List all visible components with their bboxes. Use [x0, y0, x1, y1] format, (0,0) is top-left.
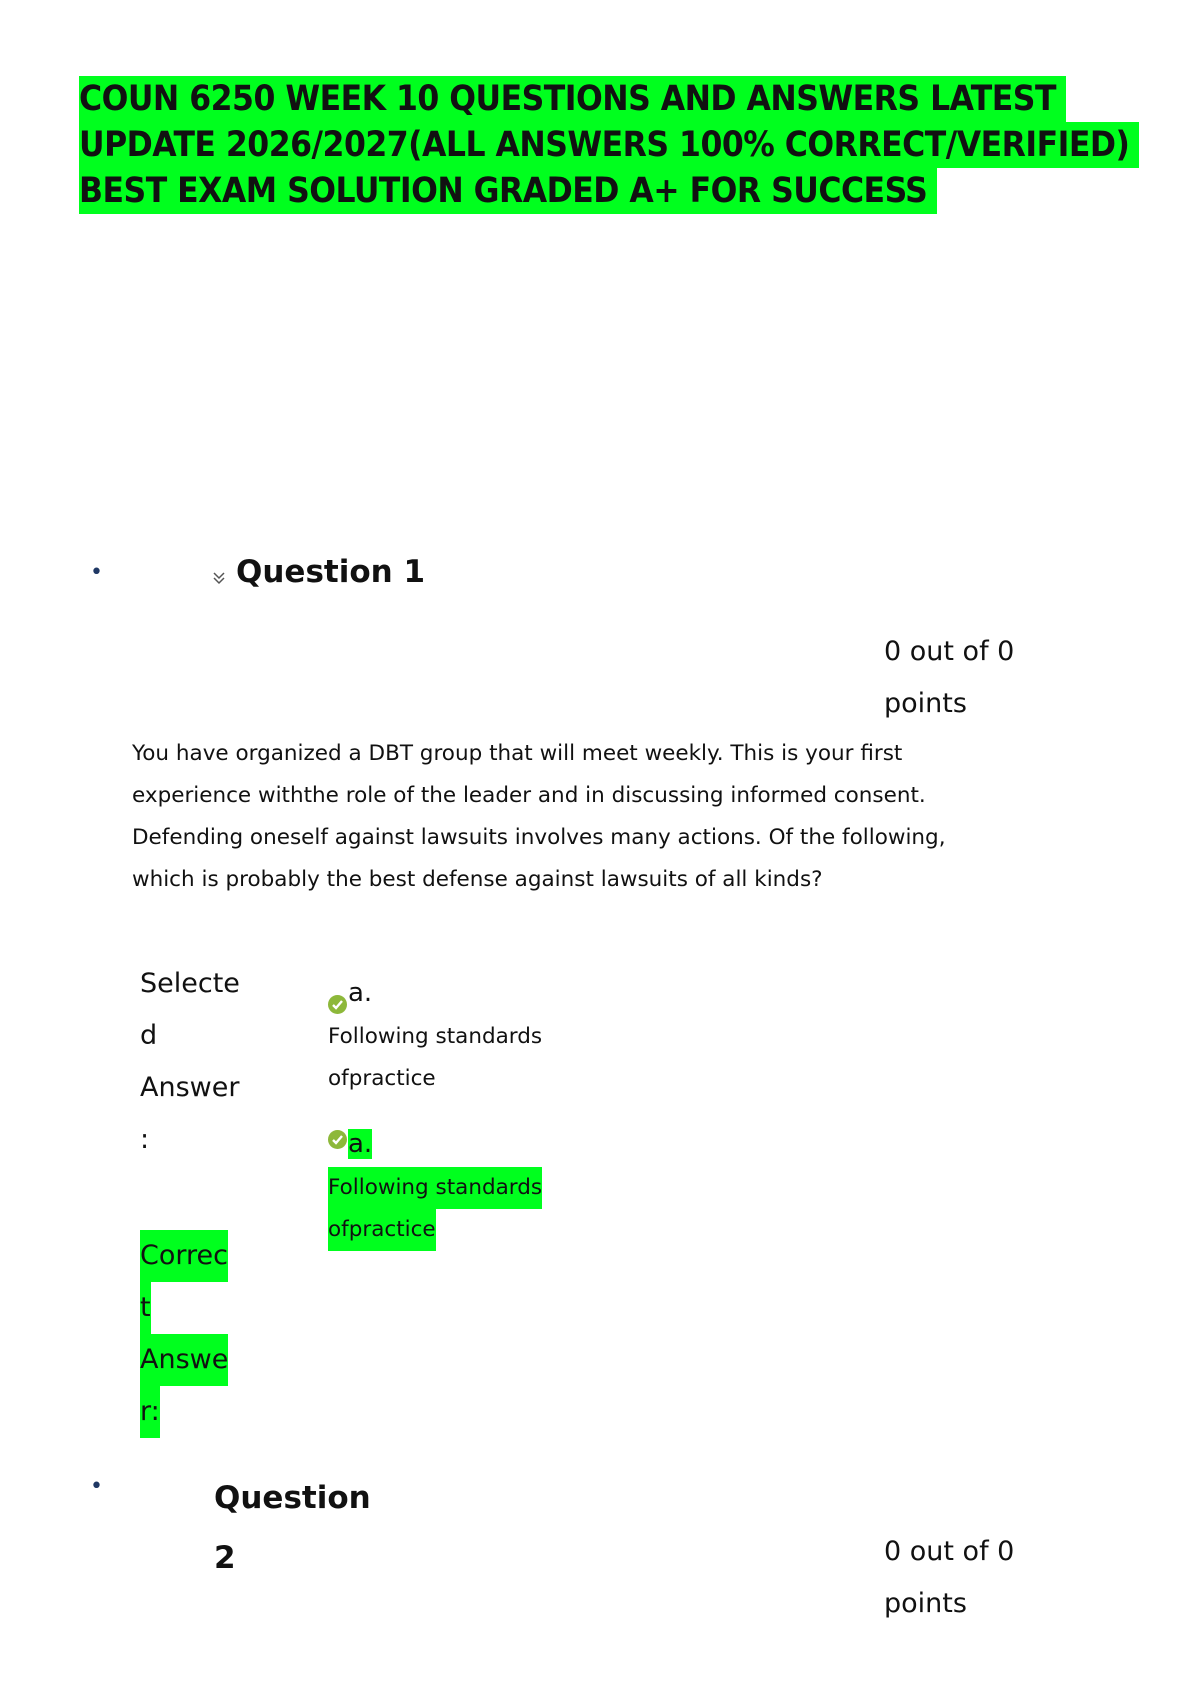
correct-answer-text-2: ofpractice: [328, 1209, 436, 1251]
points-unit: points: [884, 688, 967, 719]
question-2-bullet: •: [90, 1474, 103, 1499]
question-1-points: [884, 626, 1014, 730]
question-1-bullet: •: [90, 560, 103, 585]
title-line-3: BEST EXAM SOLUTION GRADED A+ FOR SUCCESS: [79, 168, 937, 214]
correct-answer-text-1: Following standards: [328, 1167, 542, 1209]
chevron-double-down-icon[interactable]: [212, 570, 226, 590]
correct-answer: [328, 1123, 542, 1251]
question-1-text: You have organized a DBT group that will meet weekly. This is your first experience withthe role of the leader and in discussing informed consent. Defending oneself against lawsuits involves many actions. Of the following, which is probably the best defense against lawsuits of all kinds?: [132, 741, 946, 892]
correct-answer-label: Correc t Answe r:: [140, 1230, 228, 1438]
selected-answer-text-2: ofpractice: [328, 1066, 436, 1091]
points-unit: points: [884, 1588, 967, 1619]
selected-answer: [328, 972, 542, 1100]
document-title: [79, 76, 1139, 214]
question-2-points: [884, 1526, 1014, 1630]
title-line-2: UPDATE 2026/2027(ALL ANSWERS 100% CORRECT/VERIFIED): [79, 122, 1139, 168]
question-1-heading: Question 1: [236, 554, 426, 590]
title-line-1: COUN 6250 WEEK 10 QUESTIONS AND ANSWERS LATEST: [79, 76, 1066, 122]
question-2-heading: Question 2: [214, 1480, 371, 1576]
selected-answer-label: Selecte d Answer :: [140, 968, 240, 1155]
points-value: 0 out of 0: [884, 636, 1015, 667]
points-value: 0 out of 0: [884, 1536, 1015, 1567]
correct-answer-letter: a.: [348, 1129, 373, 1159]
selected-answer-text-1: Following standards: [328, 1024, 543, 1049]
selected-answer-letter: a.: [348, 978, 373, 1008]
